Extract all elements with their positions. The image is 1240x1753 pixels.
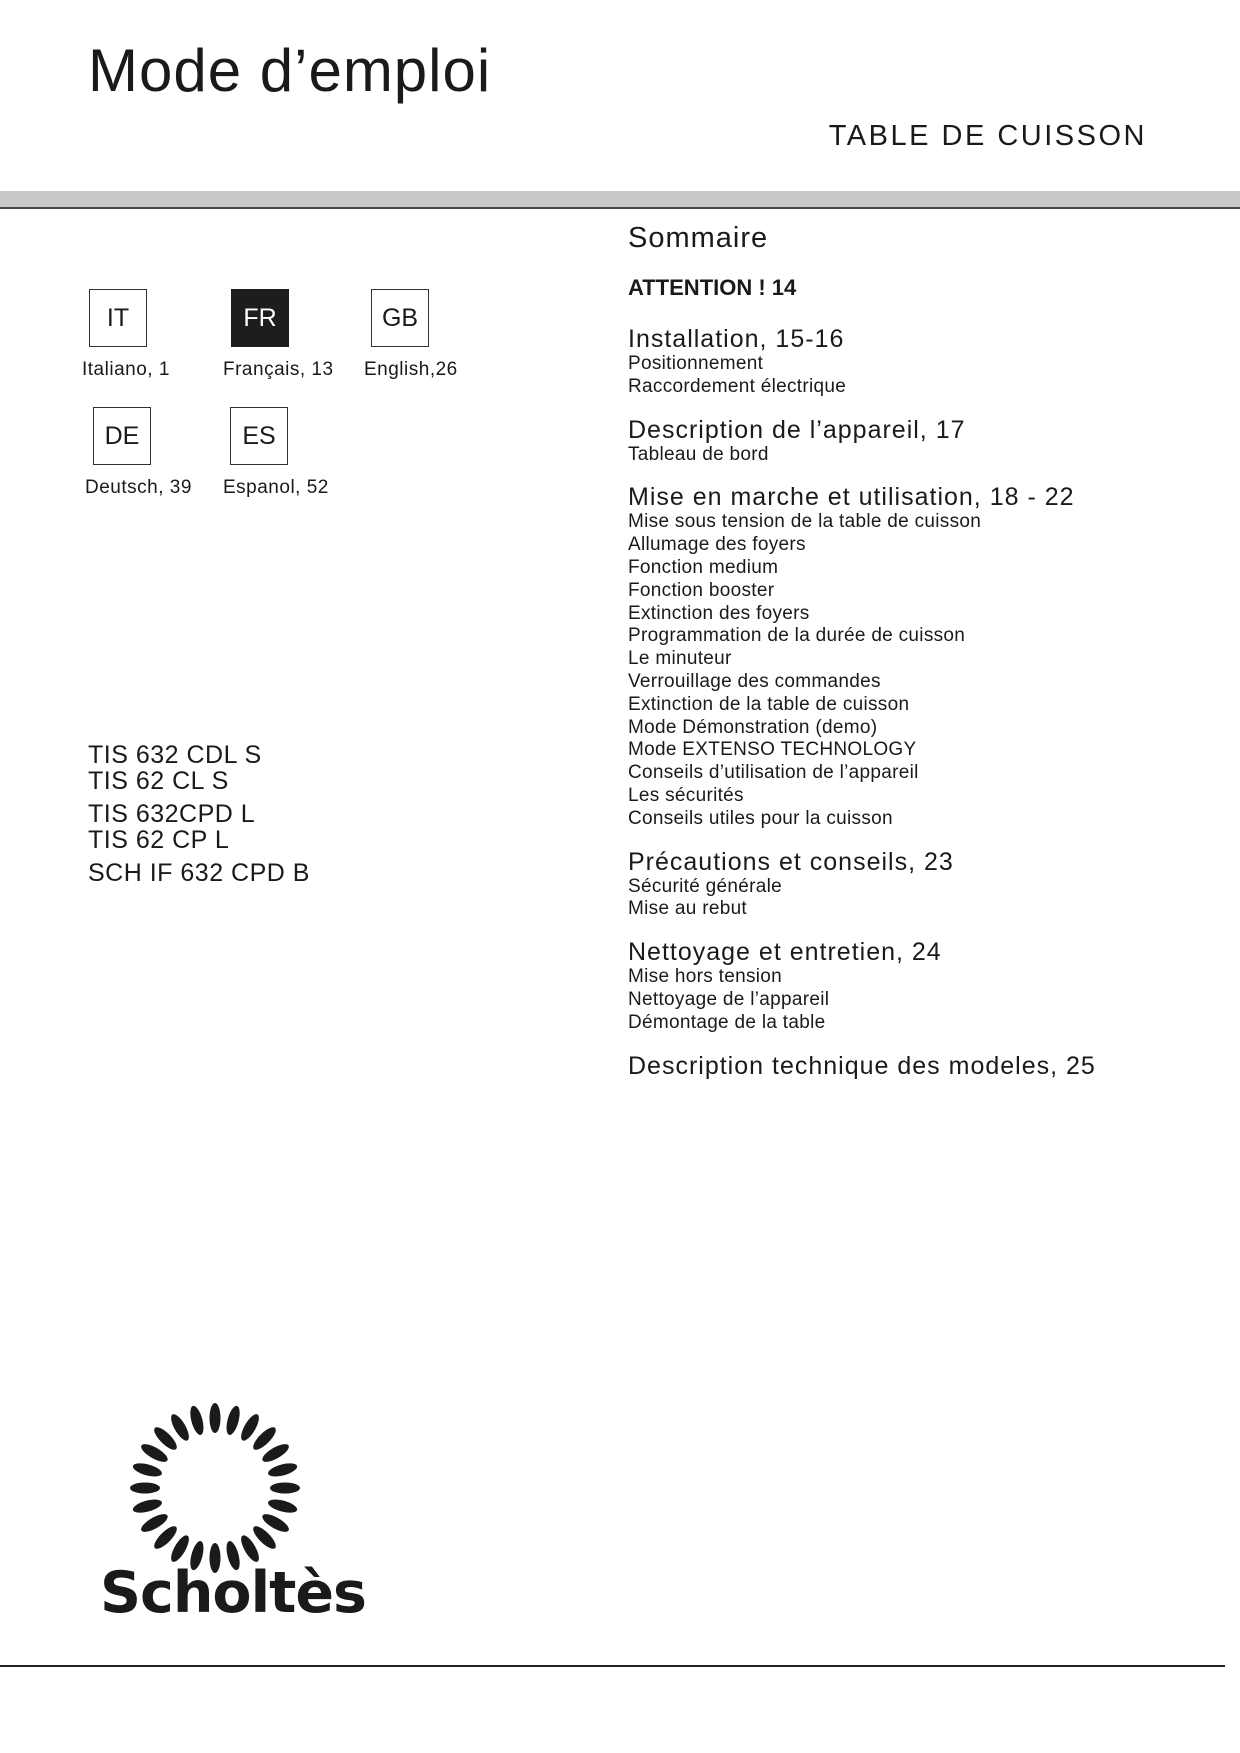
- model-name: TIS 632CPD L: [88, 800, 256, 828]
- toc-item[interactable]: Allumage des foyers: [628, 534, 806, 556]
- toc-item[interactable]: Mode EXTENSO TECHNOLOGY: [628, 739, 917, 761]
- toc-item[interactable]: Fonction medium: [628, 556, 779, 578]
- language-code-box[interactable]: ES: [230, 407, 288, 465]
- document-subtitle: TABLE DE CUISSON: [828, 120, 1147, 152]
- logo-petal: [188, 1404, 206, 1436]
- toc-section-heading[interactable]: Précautions et conseils, 23: [628, 847, 954, 876]
- language-it[interactable]: [82, 289, 229, 381]
- model-name: TIS 62 CP L: [88, 826, 230, 854]
- toc-section: [628, 416, 1188, 467]
- toc-title: Sommaire: [628, 222, 769, 254]
- toc-attention[interactable]: ATTENTION ! 14: [628, 275, 797, 300]
- language-de[interactable]: [85, 407, 233, 499]
- toc-section: [628, 938, 1188, 1034]
- toc-item[interactable]: Sécurité générale: [628, 875, 783, 897]
- toc-item[interactable]: Mise au rebut: [628, 898, 748, 920]
- toc-item[interactable]: Positionnement: [628, 353, 764, 374]
- toc-section: [628, 1052, 1188, 1080]
- model-name: TIS 62 CL S: [88, 767, 229, 795]
- logo-petal: [267, 1461, 299, 1479]
- language-label: Français, 13: [223, 359, 334, 380]
- toc-item[interactable]: Mise sous tension de la table de cuisson: [628, 511, 982, 533]
- model-name: TIS 632 CDL S: [88, 741, 262, 769]
- toc-item[interactable]: Démontage de la table: [628, 1011, 826, 1033]
- toc-section-heading[interactable]: Description de l’appareil, 17: [628, 415, 966, 444]
- toc-item[interactable]: Le minuteur: [628, 648, 732, 670]
- toc-section-heading[interactable]: Description technique des modeles, 25: [628, 1051, 1096, 1080]
- toc-item[interactable]: Mise hors tension: [628, 966, 783, 988]
- toc-section-heading[interactable]: Nettoyage et entretien, 24: [628, 938, 942, 967]
- toc-section: [628, 483, 1188, 830]
- toc-item[interactable]: Conseils utiles pour la cuisson: [628, 807, 893, 829]
- language-code-box[interactable]: DE: [93, 407, 151, 465]
- language-code-box[interactable]: GB: [371, 289, 429, 347]
- toc-section: [628, 848, 1188, 922]
- language-label: Italiano, 1: [82, 359, 170, 380]
- toc-section-heading[interactable]: Mise en marche et utilisation, 18 - 22: [628, 483, 1075, 512]
- logo-petal: [131, 1497, 163, 1515]
- language-es[interactable]: [223, 407, 370, 499]
- model-list: [88, 742, 310, 886]
- footer-rule: [0, 1665, 1225, 1667]
- toc-item[interactable]: Verrouillage des commandes: [628, 670, 881, 692]
- header-rule: [0, 207, 1240, 209]
- toc-section-heading[interactable]: Installation, 15-16: [628, 325, 845, 353]
- brand-name: Scholtès: [100, 1560, 366, 1626]
- toc-item[interactable]: Mode Démonstration (demo): [628, 716, 878, 738]
- toc-section: [628, 325, 1188, 399]
- logo-petal: [270, 1483, 300, 1494]
- logo-petal: [267, 1497, 299, 1515]
- header-band: [0, 191, 1240, 207]
- table-of-contents: [628, 222, 1188, 1097]
- toc-item[interactable]: Les sécurités: [628, 784, 744, 806]
- toc-item[interactable]: Conseils d’utilisation de l’appareil: [628, 762, 919, 784]
- language-fr[interactable]: [223, 289, 371, 381]
- logo-petal: [130, 1483, 160, 1494]
- language-code-box-active[interactable]: FR: [231, 289, 289, 347]
- toc-item[interactable]: Raccordement électrique: [628, 375, 847, 397]
- toc-item[interactable]: Nettoyage de l’appareil: [628, 988, 830, 1010]
- language-code-box[interactable]: IT: [89, 289, 147, 347]
- language-label: Espanol, 52: [223, 477, 329, 498]
- logo-petal: [210, 1403, 221, 1433]
- toc-item[interactable]: Extinction des foyers: [628, 602, 810, 624]
- language-label: Deutsch, 39: [85, 477, 192, 498]
- logo-petal: [131, 1461, 163, 1479]
- toc-item[interactable]: Programmation de la durée de cuisson: [628, 625, 966, 647]
- language-gb[interactable]: [364, 289, 511, 381]
- toc-item[interactable]: Fonction booster: [628, 579, 775, 601]
- toc-item[interactable]: Extinction de la table de cuisson: [628, 693, 910, 715]
- logo-petal: [224, 1404, 242, 1436]
- language-label: English,26: [364, 359, 458, 380]
- toc-item[interactable]: Tableau de bord: [628, 443, 769, 465]
- page-title: Mode d’emploi: [88, 37, 492, 104]
- model-name: SCH IF 632 CPD B: [88, 859, 310, 887]
